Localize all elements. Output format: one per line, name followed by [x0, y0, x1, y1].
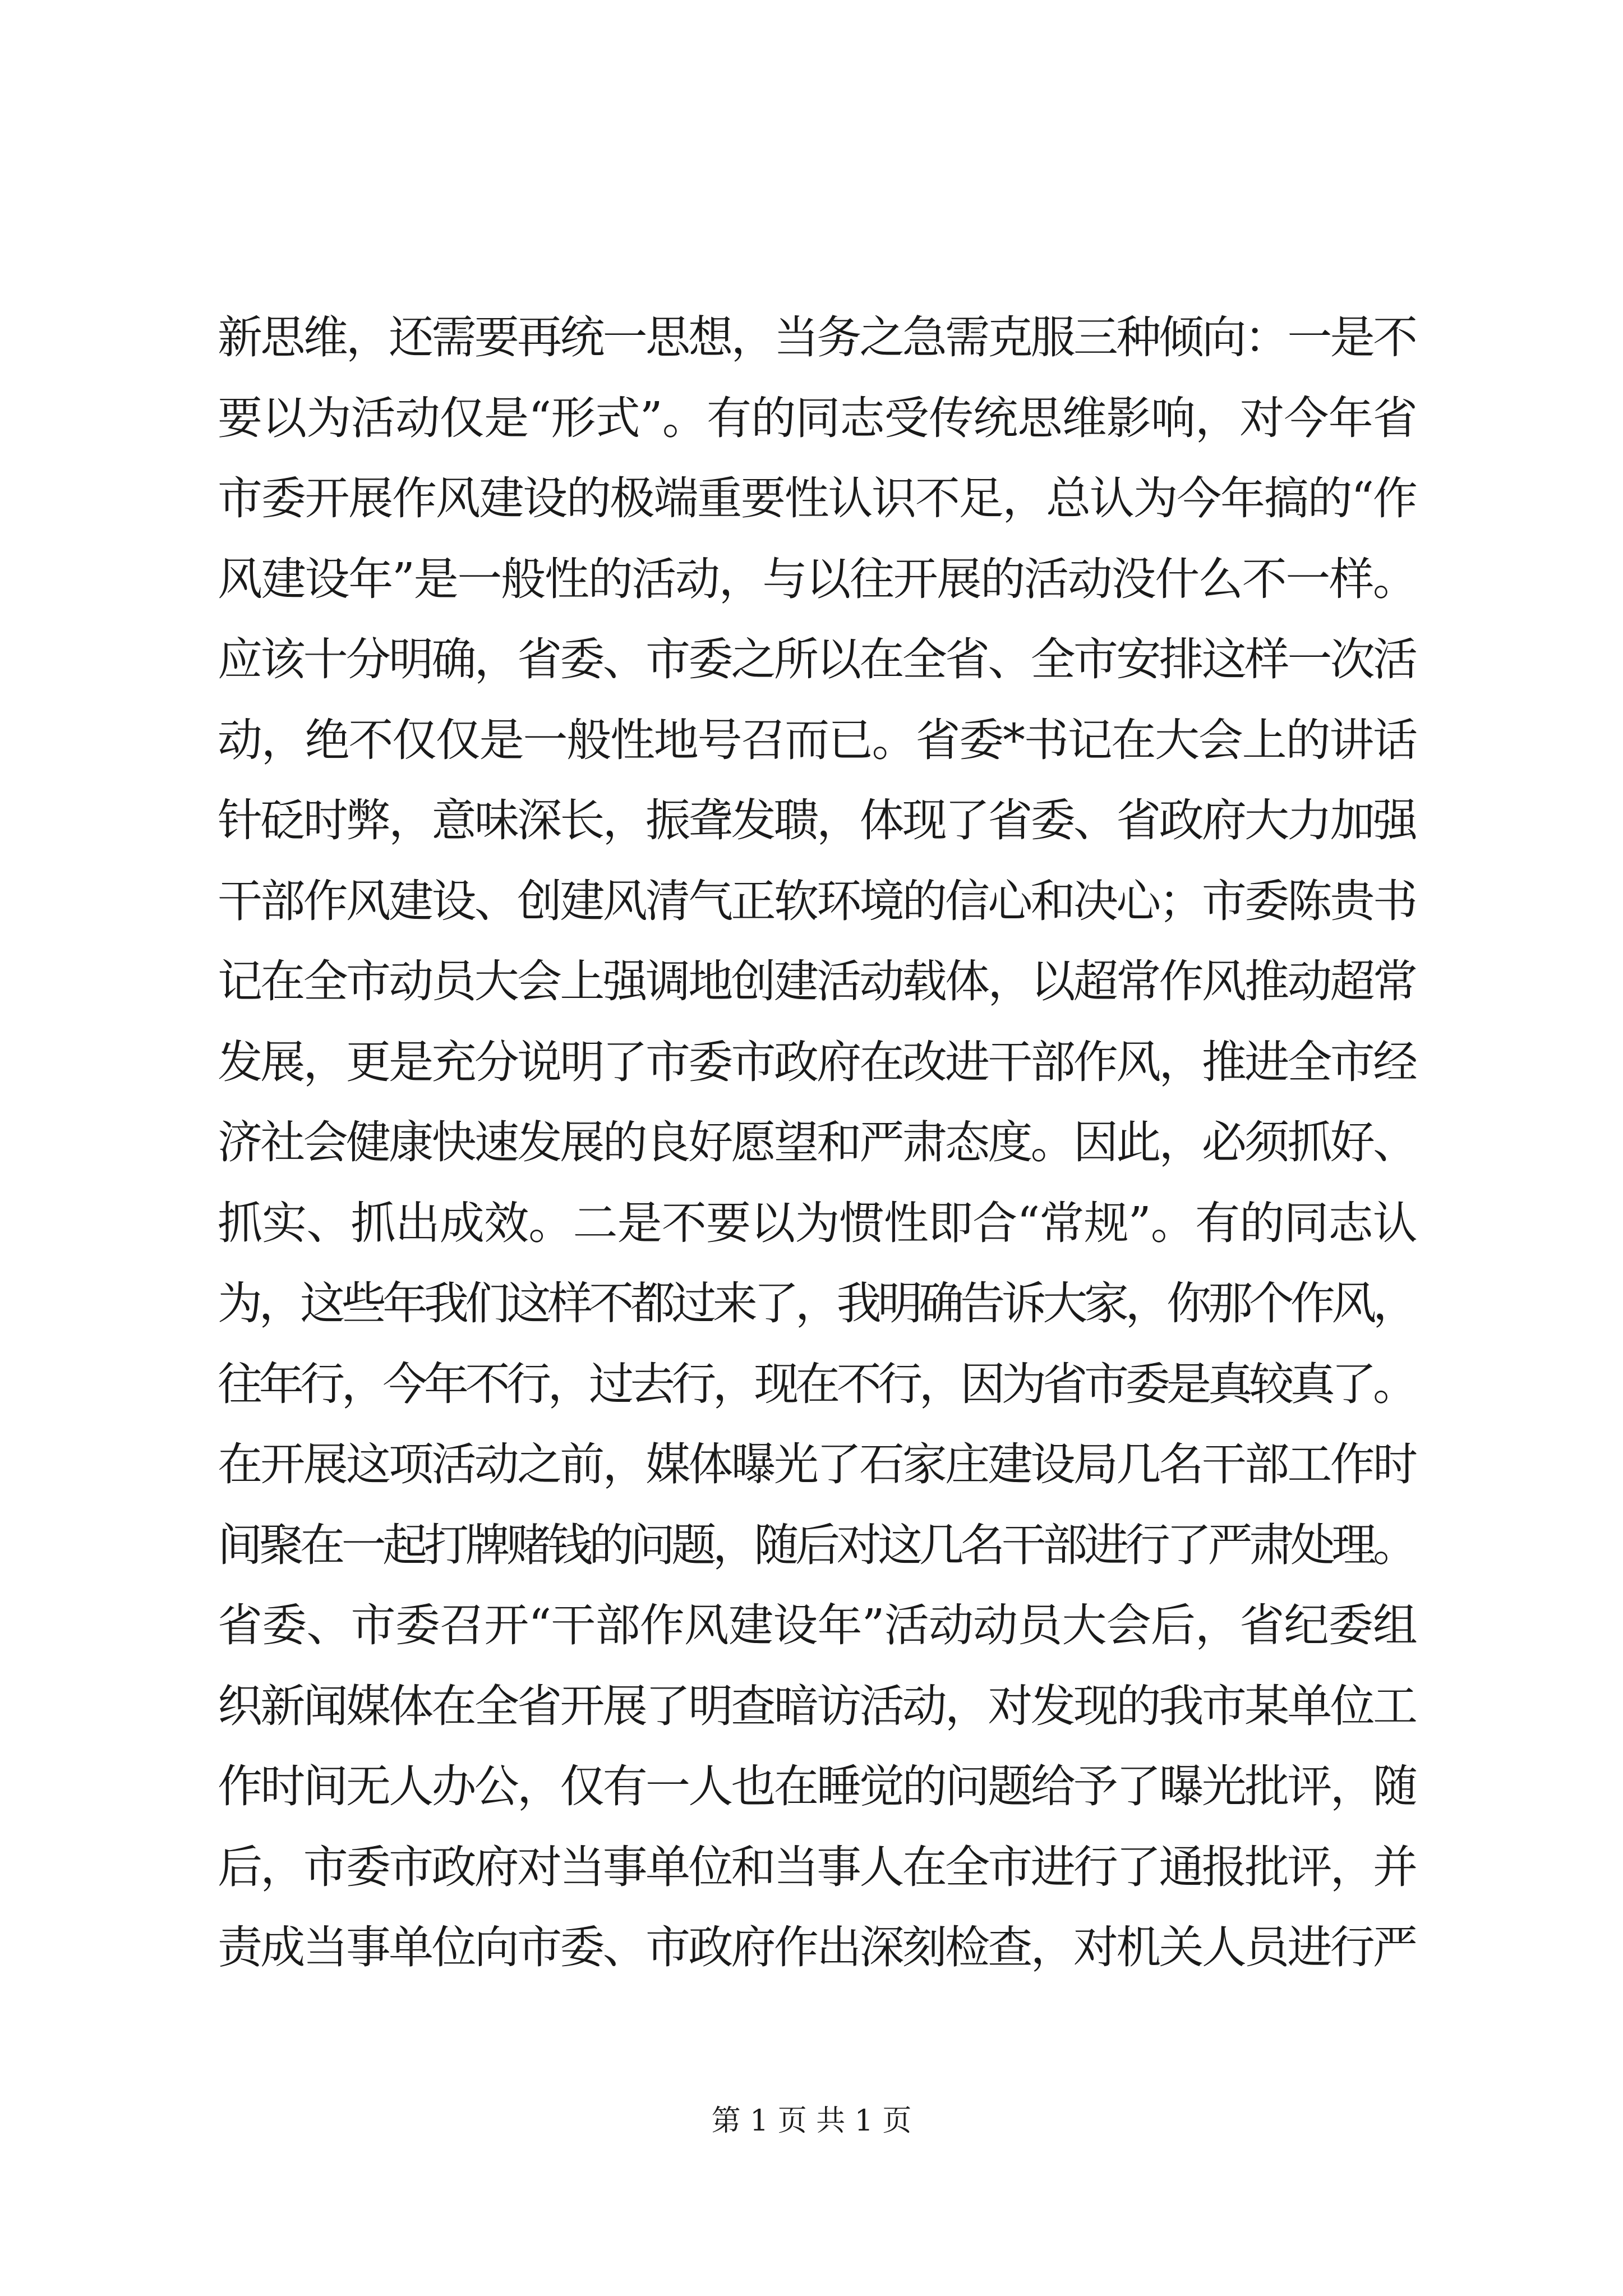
- text-line: 针砭时弊，意味深长，振聋发聩，体现了省委、省政府大力加强: [218, 794, 1416, 846]
- text-line: 省委、市委召开“干部作风建设年”活动动员大会后，省纪委组: [218, 1599, 1417, 1651]
- text-line: 济社会健康快速发展的良好愿望和严肃态度。因此，必须抓好、: [218, 1116, 1416, 1168]
- text-line: 发展，更是充分说明了市委市政府在改进干部作风，推进全市经: [218, 1036, 1416, 1088]
- text-line: 干部作风建设、创建风清气正软环境的信心和决心；市委陈贵书: [218, 875, 1416, 927]
- text-line: 抓实、抓出成效。二是不要以为惯性即合“常规”。有的同志认: [218, 1197, 1417, 1249]
- text-line: 间聚在一起打牌赌钱的问题，随后对这几名干部进行了严肃处理。: [218, 1519, 1414, 1571]
- text-line: 记在全市动员大会上强调地创建活动载体，以超常作风推动超常: [218, 955, 1416, 1007]
- text-line: 市委开展作风建设的极端重要性认识不足，总认为今年搞的“作: [218, 472, 1417, 524]
- text-line: 在开展这项活动之前，媒体曝光了石家庄建设局几名干部工作时: [218, 1438, 1416, 1490]
- text-line: 作时间无人办公，仅有一人也在睡觉的问题给予了曝光批评，随: [218, 1760, 1416, 1812]
- text-line: 织新闻媒体在全省开展了明查暗访活动，对发现的我市某单位工: [218, 1680, 1416, 1732]
- text-line: 后，市委市政府对当事单位和当事人在全市进行了通报批评，并: [218, 1841, 1416, 1893]
- text-line: 应该十分明确，省委、市委之所以在全省、全市安排这样一次活: [218, 633, 1416, 685]
- text-line: 新思维，还需要再统一思想，当务之急需克服三种倾向：一是不: [218, 311, 1416, 364]
- text-line: 动，绝不仅仅是一般性地号召而已。省委*书记在大会上的讲话: [218, 714, 1417, 766]
- text-line: 责成当事单位向市委、市政府作出深刻检查，对机关人员进行严: [218, 1921, 1416, 1973]
- page-footer: 第 1 页 共 1 页: [711, 2104, 912, 2138]
- text-line: 风建设年”是一般性的活动，与以往开展的活动没什么不一样。: [218, 553, 1417, 605]
- text-line: 往年行，今年不行，过去行，现在不行，因为省市委是真较真了。: [218, 1358, 1414, 1410]
- body-text: [218, 297, 1418, 1988]
- text-line: 为，这些年我们这样不都过来了，我明确告诉大家，你那个作风，: [218, 1277, 1414, 1329]
- text-line: 要以为活动仅是“形式”。有的同志受传统思维影响，对今年省: [218, 392, 1417, 444]
